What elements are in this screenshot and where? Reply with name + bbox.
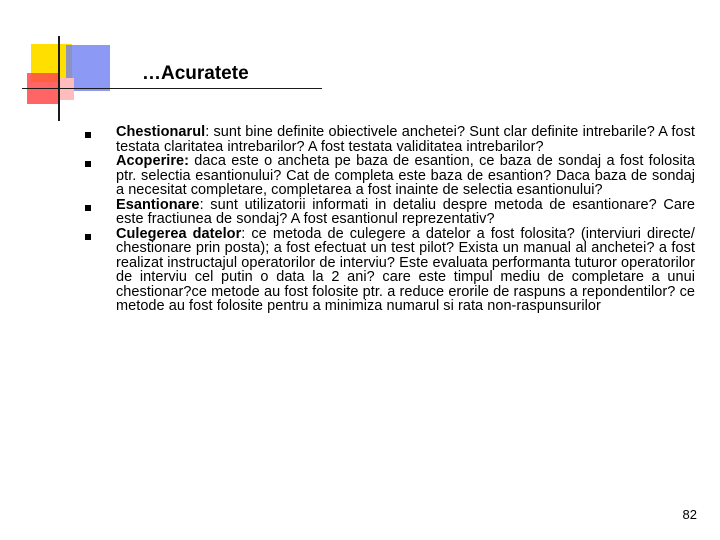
square-bullet-icon bbox=[85, 234, 91, 240]
decor-vertical-line bbox=[58, 36, 60, 121]
bullet-term: Esantionare bbox=[116, 196, 200, 213]
bullet-body: : sunt utilizatorii informati in detaliu despre metoda de esantionare? Care este fractiunea de sondaj? A fost esantionul reprezentativ? bbox=[116, 196, 695, 227]
decor-horizontal-line bbox=[22, 88, 322, 89]
square-bullet-icon bbox=[85, 161, 91, 167]
bullet-item-esantionare bbox=[85, 198, 695, 227]
bullet-term: Chestionarul bbox=[116, 124, 206, 140]
bullet-term: Culegerea datelor bbox=[116, 225, 242, 242]
bullet-body: : sunt bine definite obiectivele anchetei? Sunt clar definite intrebarile? A fost testata claritatea intrebarilor? A fost testata validitatea intrebarilor? bbox=[116, 124, 695, 155]
decor-pink-square bbox=[58, 78, 74, 100]
bullet-body: daca este o ancheta pe baza de esantion, ce baza de sondaj a fost folosita ptr. selectia esantionului? Cat de completa este baza de esantion? Daca baza de sondaj a necesitat completare, completarea a fost inainte de selectia esantionului? bbox=[116, 153, 695, 198]
bullet-text bbox=[116, 154, 695, 198]
bullet-item-chestionarul bbox=[85, 125, 695, 154]
bullet-item-acoperire bbox=[85, 154, 695, 198]
square-bullet-icon bbox=[85, 132, 91, 138]
bullet-body: : ce metoda de culegere a datelor a fost folosita? (interviuri directe/ chestionare prin posta); a fost efectuat un test pilot? Exista un manual al anchetei? a fost realizat instructajul operatorilor de interviu? Este evaluata performanta tuturor operatorilor de interviu cel putin o data la 2 ani? care este timpul mediu de completare a unui chestionar?ce metode au fost folosite ptr. a reduce erorile de raspuns a repondentilor? ce metode au fost folosite pentru a minimiza numarul si rata non-raspunsurilor bbox=[116, 225, 695, 314]
bullet-text bbox=[116, 198, 695, 227]
bullet-item-culegerea-datelor bbox=[85, 227, 695, 314]
page-number: 82 bbox=[682, 507, 697, 522]
square-bullet-icon bbox=[85, 205, 91, 211]
bullet-list bbox=[85, 125, 695, 314]
bullet-text bbox=[116, 227, 695, 314]
slide-title: …Acuratete bbox=[142, 63, 249, 84]
bullet-term: Acoperire: bbox=[116, 153, 190, 169]
bullet-text bbox=[116, 125, 695, 154]
